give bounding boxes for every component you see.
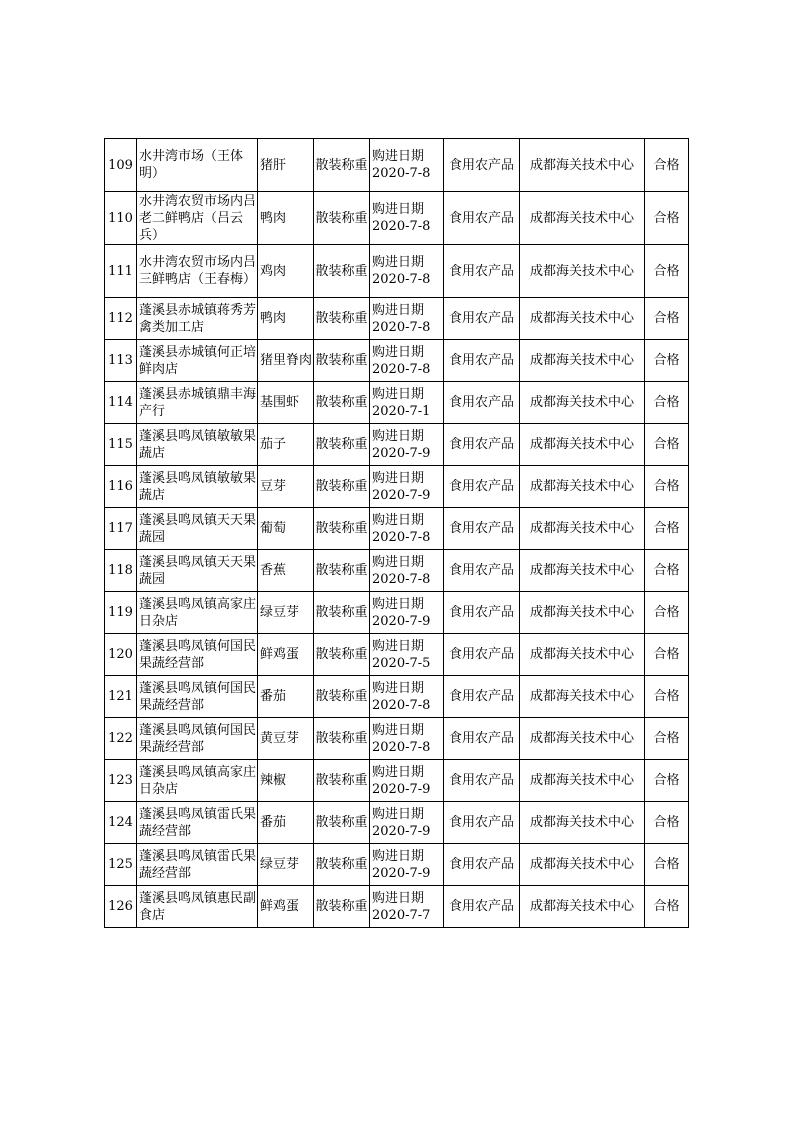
row-number: 123 xyxy=(105,760,137,802)
packaging-method: 散装称重 xyxy=(314,592,370,634)
purchase-date-value: 2020-7-8 xyxy=(372,166,431,181)
table-row xyxy=(105,424,689,466)
purchase-date xyxy=(370,634,444,676)
purchase-date-label: 购进日期 xyxy=(372,638,425,654)
food-name: 绿豆芽 xyxy=(258,844,314,886)
purchase-date xyxy=(370,676,444,718)
purchase-date-label: 购进日期 xyxy=(372,149,425,164)
sampled-unit: 蓬溪县鸣凤镇何国民果蔬经营部 xyxy=(137,634,258,676)
food-category: 食用农产品 xyxy=(444,760,520,802)
purchase-date-value: 2020-7-9 xyxy=(372,487,431,503)
test-result: 合格 xyxy=(645,245,689,298)
testing-lab: 成都海关技术中心 xyxy=(520,550,645,592)
sampling-results-table xyxy=(104,138,689,928)
packaging-method: 散装称重 xyxy=(314,718,370,760)
sampled-unit: 蓬溪县鸣凤镇惠民副食店 xyxy=(137,886,258,928)
packaging-method: 散装称重 xyxy=(314,466,370,508)
table-row xyxy=(105,802,689,844)
purchase-date-value: 2020-7-9 xyxy=(372,781,431,797)
table-row xyxy=(105,192,689,245)
test-result: 合格 xyxy=(645,340,689,382)
purchase-date xyxy=(370,192,444,245)
packaging-method: 散装称重 xyxy=(314,676,370,718)
food-name: 葡萄 xyxy=(258,508,314,550)
purchase-date-value: 2020-7-9 xyxy=(372,613,431,629)
test-result: 合格 xyxy=(645,634,689,676)
food-name: 猪肝 xyxy=(258,139,314,192)
purchase-date xyxy=(370,592,444,634)
row-number: 111 xyxy=(105,245,137,298)
food-category: 食用农产品 xyxy=(444,802,520,844)
table-row xyxy=(105,340,689,382)
food-name: 豆芽 xyxy=(258,466,314,508)
packaging-method: 散装称重 xyxy=(314,886,370,928)
sampled-unit: 水井湾市场（王体明） xyxy=(137,139,258,192)
food-category: 食用农产品 xyxy=(444,508,520,550)
purchase-date-value: 2020-7-9 xyxy=(372,865,431,881)
purchase-date xyxy=(370,508,444,550)
sampled-unit: 蓬溪县鸣凤镇何国民果蔬经营部 xyxy=(137,676,258,718)
food-category: 食用农产品 xyxy=(444,139,520,192)
testing-lab: 成都海关技术中心 xyxy=(520,298,645,340)
food-category: 食用农产品 xyxy=(444,192,520,245)
purchase-date xyxy=(370,718,444,760)
purchase-date xyxy=(370,760,444,802)
testing-lab: 成都海关技术中心 xyxy=(520,424,645,466)
row-number: 122 xyxy=(105,718,137,760)
table-row xyxy=(105,718,689,760)
table-row xyxy=(105,886,689,928)
row-number: 125 xyxy=(105,844,137,886)
table-row xyxy=(105,634,689,676)
purchase-date xyxy=(370,844,444,886)
sampled-unit: 水井湾农贸市场内吕三鲜鸭店（王春梅） xyxy=(137,245,258,298)
table-row xyxy=(105,382,689,424)
purchase-date-label: 购进日期 xyxy=(372,344,425,360)
purchase-date-label: 购进日期 xyxy=(372,596,425,612)
packaging-method: 散装称重 xyxy=(314,550,370,592)
sampled-unit: 蓬溪县鸣凤镇高家庄日杂店 xyxy=(137,592,258,634)
food-category: 食用农产品 xyxy=(444,424,520,466)
food-name: 茄子 xyxy=(258,424,314,466)
testing-lab: 成都海关技术中心 xyxy=(520,802,645,844)
sampled-unit: 水井湾农贸市场内吕老二鲜鸭店（吕云兵） xyxy=(137,192,258,245)
food-name: 猪里脊肉 xyxy=(258,340,314,382)
purchase-date xyxy=(370,550,444,592)
purchase-date xyxy=(370,886,444,928)
food-name: 番茄 xyxy=(258,676,314,718)
packaging-method: 散装称重 xyxy=(314,508,370,550)
test-result: 合格 xyxy=(645,844,689,886)
testing-lab: 成都海关技术中心 xyxy=(520,634,645,676)
test-result: 合格 xyxy=(645,508,689,550)
sampled-unit: 蓬溪县鸣凤镇敏敏果蔬店 xyxy=(137,424,258,466)
testing-lab: 成都海关技术中心 xyxy=(520,592,645,634)
purchase-date-label: 购进日期 xyxy=(372,722,425,738)
food-category: 食用农产品 xyxy=(444,298,520,340)
testing-lab: 成都海关技术中心 xyxy=(520,192,645,245)
row-number: 120 xyxy=(105,634,137,676)
food-category: 食用农产品 xyxy=(444,844,520,886)
test-result: 合格 xyxy=(645,676,689,718)
testing-lab: 成都海关技术中心 xyxy=(520,844,645,886)
sampled-unit: 蓬溪县赤城镇蒋秀芳禽类加工店 xyxy=(137,298,258,340)
testing-lab: 成都海关技术中心 xyxy=(520,676,645,718)
testing-lab: 成都海关技术中心 xyxy=(520,139,645,192)
testing-lab: 成都海关技术中心 xyxy=(520,245,645,298)
table-row xyxy=(105,245,689,298)
purchase-date-value: 2020-7-8 xyxy=(372,739,431,755)
test-result: 合格 xyxy=(645,718,689,760)
purchase-date-label: 购进日期 xyxy=(372,680,425,696)
food-category: 食用农产品 xyxy=(444,382,520,424)
purchase-date xyxy=(370,382,444,424)
table-row xyxy=(105,508,689,550)
row-number: 124 xyxy=(105,802,137,844)
purchase-date-value: 2020-7-1 xyxy=(372,403,431,419)
purchase-date-value: 2020-7-8 xyxy=(372,697,431,713)
testing-lab: 成都海关技术中心 xyxy=(520,508,645,550)
purchase-date-value: 2020-7-8 xyxy=(372,272,431,287)
test-result: 合格 xyxy=(645,466,689,508)
table-row xyxy=(105,760,689,802)
packaging-method: 散装称重 xyxy=(314,382,370,424)
sampled-unit: 蓬溪县赤城镇何正培鲜肉店 xyxy=(137,340,258,382)
packaging-method: 散装称重 xyxy=(314,760,370,802)
row-number: 121 xyxy=(105,676,137,718)
purchase-date-label: 购进日期 xyxy=(372,764,425,780)
purchase-date-label: 购进日期 xyxy=(372,428,425,444)
food-name: 鲜鸡蛋 xyxy=(258,886,314,928)
sampled-unit: 蓬溪县鸣凤镇雷氏果蔬经营部 xyxy=(137,844,258,886)
purchase-date xyxy=(370,139,444,192)
test-result: 合格 xyxy=(645,298,689,340)
purchase-date-label: 购进日期 xyxy=(372,202,425,217)
purchase-date-label: 购进日期 xyxy=(372,302,425,318)
testing-lab: 成都海关技术中心 xyxy=(520,886,645,928)
table-body xyxy=(105,139,689,928)
packaging-method: 散装称重 xyxy=(314,245,370,298)
purchase-date xyxy=(370,298,444,340)
purchase-date xyxy=(370,466,444,508)
test-result: 合格 xyxy=(645,550,689,592)
purchase-date-label: 购进日期 xyxy=(372,386,425,402)
row-number: 115 xyxy=(105,424,137,466)
food-name: 鸭肉 xyxy=(258,192,314,245)
testing-lab: 成都海关技术中心 xyxy=(520,340,645,382)
food-category: 食用农产品 xyxy=(444,592,520,634)
purchase-date-value: 2020-7-5 xyxy=(372,655,431,671)
packaging-method: 散装称重 xyxy=(314,139,370,192)
purchase-date xyxy=(370,802,444,844)
food-name: 鲜鸡蛋 xyxy=(258,634,314,676)
row-number: 114 xyxy=(105,382,137,424)
food-category: 食用农产品 xyxy=(444,886,520,928)
row-number: 117 xyxy=(105,508,137,550)
purchase-date xyxy=(370,245,444,298)
test-result: 合格 xyxy=(645,424,689,466)
food-category: 食用农产品 xyxy=(444,718,520,760)
food-category: 食用农产品 xyxy=(444,245,520,298)
sampled-unit: 蓬溪县鸣凤镇敏敏果蔬店 xyxy=(137,466,258,508)
food-name: 基围虾 xyxy=(258,382,314,424)
test-result: 合格 xyxy=(645,592,689,634)
purchase-date-value: 2020-7-9 xyxy=(372,445,431,461)
packaging-method: 散装称重 xyxy=(314,424,370,466)
row-number: 126 xyxy=(105,886,137,928)
food-name: 黄豆芽 xyxy=(258,718,314,760)
food-category: 食用农产品 xyxy=(444,634,520,676)
row-number: 113 xyxy=(105,340,137,382)
purchase-date-value: 2020-7-7 xyxy=(372,907,431,923)
testing-lab: 成都海关技术中心 xyxy=(520,760,645,802)
sampled-unit: 蓬溪县赤城镇鼎丰海产行 xyxy=(137,382,258,424)
purchase-date-label: 购进日期 xyxy=(372,255,425,270)
purchase-date-value: 2020-7-8 xyxy=(372,361,431,377)
purchase-date xyxy=(370,340,444,382)
sampled-unit: 蓬溪县鸣凤镇何国民果蔬经营部 xyxy=(137,718,258,760)
packaging-method: 散装称重 xyxy=(314,844,370,886)
testing-lab: 成都海关技术中心 xyxy=(520,382,645,424)
purchase-date-label: 购进日期 xyxy=(372,806,425,822)
food-name: 鸡肉 xyxy=(258,245,314,298)
purchase-date-label: 购进日期 xyxy=(372,848,425,864)
food-name: 辣椒 xyxy=(258,760,314,802)
purchase-date-label: 购进日期 xyxy=(372,512,425,528)
test-result: 合格 xyxy=(645,382,689,424)
table-row xyxy=(105,139,689,192)
table-row xyxy=(105,298,689,340)
purchase-date-value: 2020-7-8 xyxy=(372,529,431,545)
food-name: 番茄 xyxy=(258,802,314,844)
food-category: 食用农产品 xyxy=(444,550,520,592)
food-category: 食用农产品 xyxy=(444,676,520,718)
sampled-unit: 蓬溪县鸣凤镇天天果蔬园 xyxy=(137,508,258,550)
food-category: 食用农产品 xyxy=(444,466,520,508)
testing-lab: 成都海关技术中心 xyxy=(520,718,645,760)
table-row xyxy=(105,592,689,634)
purchase-date-value: 2020-7-8 xyxy=(372,319,431,335)
test-result: 合格 xyxy=(645,760,689,802)
row-number: 116 xyxy=(105,466,137,508)
test-result: 合格 xyxy=(645,886,689,928)
packaging-method: 散装称重 xyxy=(314,634,370,676)
purchase-date-label: 购进日期 xyxy=(372,470,425,486)
purchase-date-value: 2020-7-8 xyxy=(372,571,431,587)
purchase-date-label: 购进日期 xyxy=(372,554,425,570)
food-category: 食用农产品 xyxy=(444,340,520,382)
purchase-date-value: 2020-7-8 xyxy=(372,219,431,234)
table-row xyxy=(105,550,689,592)
row-number: 110 xyxy=(105,192,137,245)
table-row xyxy=(105,466,689,508)
packaging-method: 散装称重 xyxy=(314,802,370,844)
row-number: 112 xyxy=(105,298,137,340)
packaging-method: 散装称重 xyxy=(314,340,370,382)
table-row xyxy=(105,676,689,718)
purchase-date-value: 2020-7-9 xyxy=(372,823,431,839)
testing-lab: 成都海关技术中心 xyxy=(520,466,645,508)
purchase-date xyxy=(370,424,444,466)
sampled-unit: 蓬溪县鸣凤镇天天果蔬园 xyxy=(137,550,258,592)
sampled-unit: 蓬溪县鸣凤镇高家庄日杂店 xyxy=(137,760,258,802)
table-row xyxy=(105,844,689,886)
row-number: 109 xyxy=(105,139,137,192)
row-number: 118 xyxy=(105,550,137,592)
sampled-unit: 蓬溪县鸣凤镇雷氏果蔬经营部 xyxy=(137,802,258,844)
food-name: 绿豆芽 xyxy=(258,592,314,634)
purchase-date-label: 购进日期 xyxy=(372,890,425,906)
food-name: 鸭肉 xyxy=(258,298,314,340)
test-result: 合格 xyxy=(645,139,689,192)
food-name: 香蕉 xyxy=(258,550,314,592)
row-number: 119 xyxy=(105,592,137,634)
packaging-method: 散装称重 xyxy=(314,298,370,340)
test-result: 合格 xyxy=(645,192,689,245)
packaging-method: 散装称重 xyxy=(314,192,370,245)
test-result: 合格 xyxy=(645,802,689,844)
